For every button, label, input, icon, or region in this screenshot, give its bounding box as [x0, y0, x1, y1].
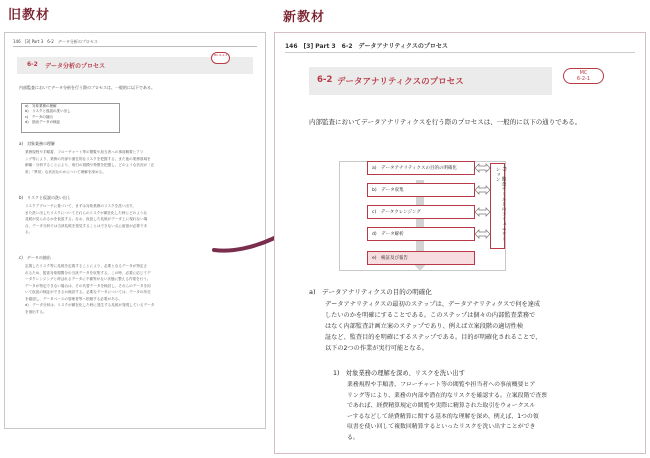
old-edition-page [4, 32, 266, 429]
section-1-line: る。 [347, 434, 359, 441]
old-section-title: データ分析のプロセス [45, 63, 106, 70]
section-1-line: ーするなどして経費精算に関する基本的な理解を深め、例えば、1つの領 [347, 413, 539, 420]
diagram-step-b: b) データ収集 [367, 183, 475, 197]
old-box-item: c) データの抽出 [25, 114, 53, 119]
section-a-heading: a) データアナリティクスの目的の明確化 [309, 288, 432, 296]
diagram-step-e: e) 検証及び報告 [367, 251, 475, 265]
old-body-line: る。 [25, 230, 33, 234]
old-section-number: 6-2 [27, 61, 38, 68]
old-header-rule [13, 46, 257, 47]
new-section-number: 6-2 [317, 75, 333, 85]
old-section-body [25, 263, 253, 315]
old-body-line: いて仮説の検証ができるか検討する。必要なデータについては、データの所在 [25, 290, 151, 294]
section-1-line: であれば、経費精算規定の閲覧や実際に精算された取引をウォークスル [347, 403, 536, 410]
new-lead-text: 内部監査においてデータアナリティクスを行う際のプロセスは、一般的に以下の通りである。 [309, 118, 582, 126]
old-section-body [25, 149, 253, 175]
old-body-line: ータクレンジングと呼ばれるデータに不備等がない状態に整える作業を行う。 [25, 277, 151, 281]
old-box-item: a) 対象業務の理解 [25, 104, 57, 108]
section-a-line: 証など、監査目的を明確にするステップである。目的が明確化されることで、 [325, 334, 542, 341]
diagram-step-c: c) データクレンジング [367, 205, 475, 219]
new-page-header: 146 [3] Part 3 6-2 データアナリティクスのプロセス [285, 43, 448, 50]
mc-badge-line2: 6-2-1 [576, 76, 591, 82]
diagram-step-a: a) データアナリティクスの目的の明確化 [367, 161, 475, 175]
old-body-line: 業務規程や手順書、フローチャート等の閲覧や担当者への事前概要ヒアリ [25, 150, 144, 154]
section-1-line: リング等により、業務の内部や潜在的なリスクを確認する。立案段階で査票 [347, 392, 548, 399]
old-body-line: 兆候が見られるかを仮説する。なお、仮説した兆候がデータ上に現れない場 [25, 217, 148, 221]
old-body-line: れるため、監査対象期間分の当該データを収集する。この時、必要に応じてデ [25, 270, 151, 275]
section-1-body [347, 380, 603, 444]
old-body-line: データが特定できない場合は、その代替データを検討し、それらのデータを用 [25, 283, 151, 288]
side-panel-text: f) 監査チームとのコミュニケーション [495, 167, 506, 242]
double-arrow-icon [475, 229, 490, 239]
old-section-body [25, 203, 253, 236]
old-process-box [21, 103, 120, 133]
old-section-heading: b) リスクと仮説の洗い出し [19, 195, 72, 200]
old-section-heading: c) データの抽出 [19, 255, 51, 260]
old-body-line: を確認し、データベースの管理者等へ依頼する必要がある。 [25, 296, 122, 301]
old-edition-label: 旧教材 [8, 8, 51, 23]
diagram-step-d: d) データ解析 [367, 227, 475, 241]
section-1-heading: 1) 対象業務の理解を深め、リスクを洗い出す [333, 370, 466, 377]
old-box-item: b) リスクと仮説の洗い出し [25, 109, 71, 114]
section-a-line: はなく内部監査計画立案のステップであり、例えば立案段階の適切性検 [325, 323, 524, 330]
old-page-header: 146 [3] Part 3 6-2 データ分析のプロセス [13, 39, 98, 44]
double-arrow-icon [475, 185, 490, 195]
old-body-line: 俯瞰・分析することにより、取引の規模や特徴を把握し、どのような状況が「正 [25, 163, 155, 167]
old-body-line: ング等により、業務の内部や潜在的なリスクを把握する。また他の業務領域を [25, 156, 151, 161]
double-arrow-icon [475, 207, 490, 217]
new-section-title: データアナリティクスのプロセス [337, 77, 464, 87]
section-a-line: データアナリティクスの最初のステップは、データアナリティクスで何を達成 [325, 301, 541, 308]
old-mc-badge: MC 6-2-1 [211, 52, 230, 64]
old-body-line: 定義したリスク等に兆候を定義することにより、必要となるデータが特定さ [25, 264, 148, 268]
old-box-item: d) 抽出データの検証 [25, 119, 61, 124]
section-1-line: 業務規程や手順書、フローチャート等の閲覧や担当者への事前概要ヒア [347, 382, 536, 388]
mc-badge-line1: MC [579, 70, 588, 76]
old-body-line: リスクアプローチに基づいて、まずは対象業務のリスクを洗い出す。 [25, 204, 136, 208]
double-arrow-icon [475, 163, 490, 173]
section-a-line: 以下の2つの作業が実行可能となる。 [325, 345, 428, 352]
old-body-line: 常」「異常」な状況なのかについて理解を深める。 [25, 169, 106, 174]
old-lead-text: 内部監査においてデータ分析を行う際のプロセスは、一般的に以下である。 [19, 85, 155, 90]
old-body-line: d) データ分析は、リスクが顕在化した時に発生する兆候が発現しているデータ [25, 303, 155, 307]
section-1-line: 収書を使い回して複数回精算するといったリスクを洗い出すことができ [347, 424, 536, 431]
new-edition-page [274, 32, 646, 454]
section-a-line: したいのかを明確にすることである。このステップは個々の内部監査業務で [325, 312, 536, 319]
diagram-side-panel [490, 163, 505, 249]
old-body-line: また洗い出したリスクについてそれらのリスクが顕在化した時にどのような [25, 210, 147, 215]
section-a-body [325, 299, 595, 354]
old-body-line: 合、データ分析では当該兆候を発見することはできない点に留意が必要であ [25, 223, 148, 228]
old-section-heading: a) 対象業務の理解 [19, 141, 56, 146]
old-body-line: を抽出する。 [25, 309, 47, 314]
new-edition-label: 新教材 [283, 10, 326, 25]
